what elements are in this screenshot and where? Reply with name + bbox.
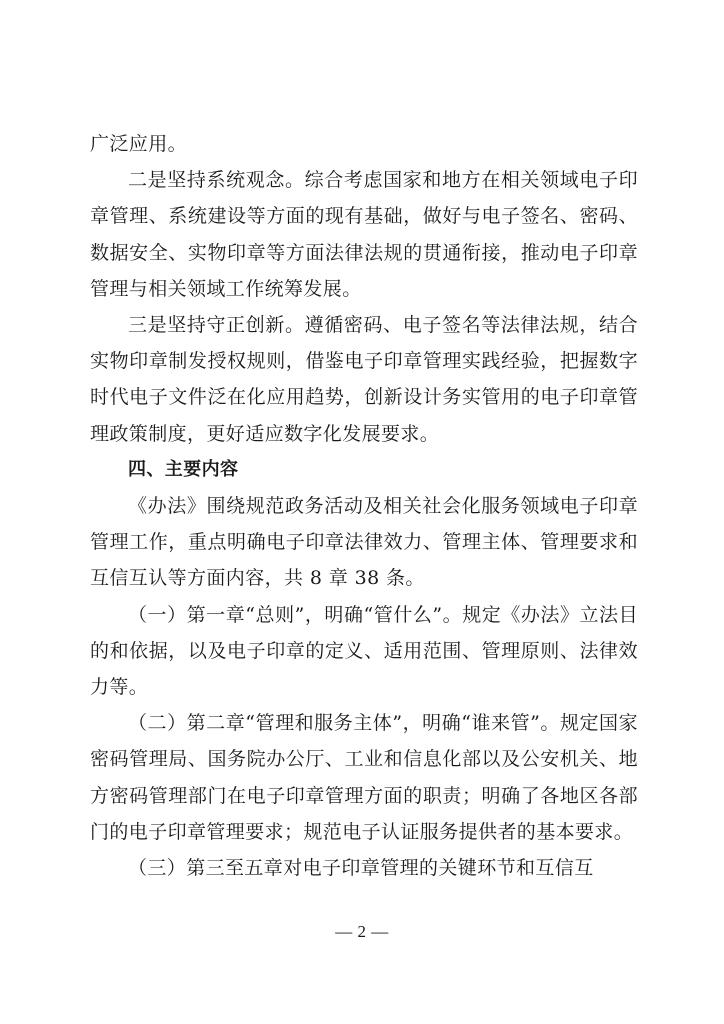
document-body <box>90 126 638 886</box>
paragraph-chapters-three-to-five: （三）第三至五章对电子印章管理的关键环节和互信互 <box>128 857 594 880</box>
page-number: — 2 — <box>335 922 389 941</box>
paragraph-chapter-two: （二）第二章“管理和服务主体”，明确“谁来管”。规定国家密码管理局、国务院办公厅、工业和信息化部以及公安机关、地方密码管理部门在电子印章管理方面的职责；明确了各地区各部门的电子印章管理要求；规范电子认证服务提供者的基本要求。 <box>90 712 638 843</box>
paragraph-innovation: 三是坚持守正创新。遵循密码、电子签名等法律法规，结合实物印章制发授权规则，借鉴电子印章管理实践经验，把握数字时代电子文件泛在化应用趋势，创新设计务实管用的电子印章管理政策制度，更好适应数字化发展要求。 <box>90 314 638 445</box>
paragraph-system-view: 二是坚持系统观念。综合考虑国家和地方在相关领域电子印章管理、系统建设等方面的现有基础，做好与电子签名、密码、数据安全、实物印章等方面法律法规的贯通衔接，推动电子印章管理与相关领域工作统筹发展。 <box>90 169 638 300</box>
paragraph-continuation: 广泛应用。 <box>90 133 188 155</box>
section-heading-main-content: 四、主要内容 <box>128 458 239 480</box>
paragraph-measures-overview: 《办法》围绕规范政务活动及相关社会化服务领域电子印章管理工作，重点明确电子印章法律效力、管理主体、管理要求和互信互认等方面内容，共 8 章 38 条。 <box>90 495 638 590</box>
paragraph-chapter-one: （一）第一章“总则”，明确“管什么”。规定《办法》立法目的和依据，以及电子印章的定义、适用范围、管理原则、法律效力等。 <box>90 603 638 699</box>
